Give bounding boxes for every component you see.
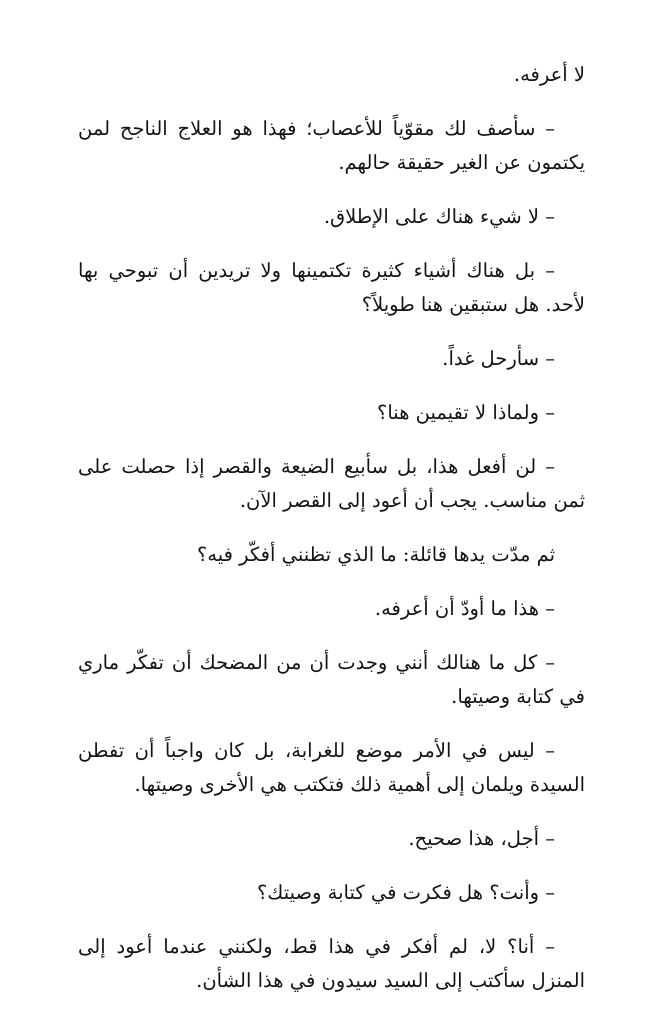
paragraph-4: – بل هناك أشياء كثيرة تكتمينها ولا تريدين أن تبوحي بها لأحد. هل ستبقين هنا طويلاً؟: [78, 259, 585, 316]
paragraph-1: لا أعرفه.: [513, 63, 585, 86]
paragraph-13: – وأنت؟ هل فكرت في كتابة وصيتك؟: [256, 881, 555, 904]
paragraph-2: – سأصف لك مقوّياً للأعصاب؛ فهذا هو العلاج الناجح لمن يكتمون عن الغير حقيقة حالهم.: [78, 117, 585, 174]
paragraph-8: ثم مدّت يدها قائلة: ما الذي تظنني أفكّر فيه؟: [196, 543, 555, 566]
book-page: [78, 58, 585, 1018]
paragraph-10: – كل ما هنالك أنني وجدت أن من المضحك أن تفكّر ماري في كتابة وصيتها.: [78, 651, 585, 708]
paragraph-5: – سأرحل غداً.: [442, 347, 555, 370]
paragraph-9: – هذا ما أودّ أن أعرفه.: [374, 597, 555, 620]
paragraph-11: – ليس في الأمر موضع للغرابة، بل كان واجباً أن تفطن السيدة ويلمان إلى أهمية ذلك فتكتب هي الأخرى وصيتها.: [78, 739, 585, 796]
paragraph-14: – أنا؟ لا، لم أفكر في هذا قط، ولكنني عندما أعود إلى المنزل سأكتب إلى السيد سيدون في هذا الشأن.: [78, 935, 585, 992]
paragraph-7: – لن أفعل هذا، بل سأبيع الضيعة والقصر إذا حصلت على ثمن مناسب. يجب أن أعود إلى القصر الآن.: [78, 455, 585, 512]
paragraph-3: – لا شيء هناك على الإطلاق.: [323, 205, 555, 228]
paragraph-12: – أجل، هذا صحيح.: [408, 827, 555, 850]
paragraph-6: – ولماذا لا تقيمين هنا؟: [377, 401, 555, 424]
